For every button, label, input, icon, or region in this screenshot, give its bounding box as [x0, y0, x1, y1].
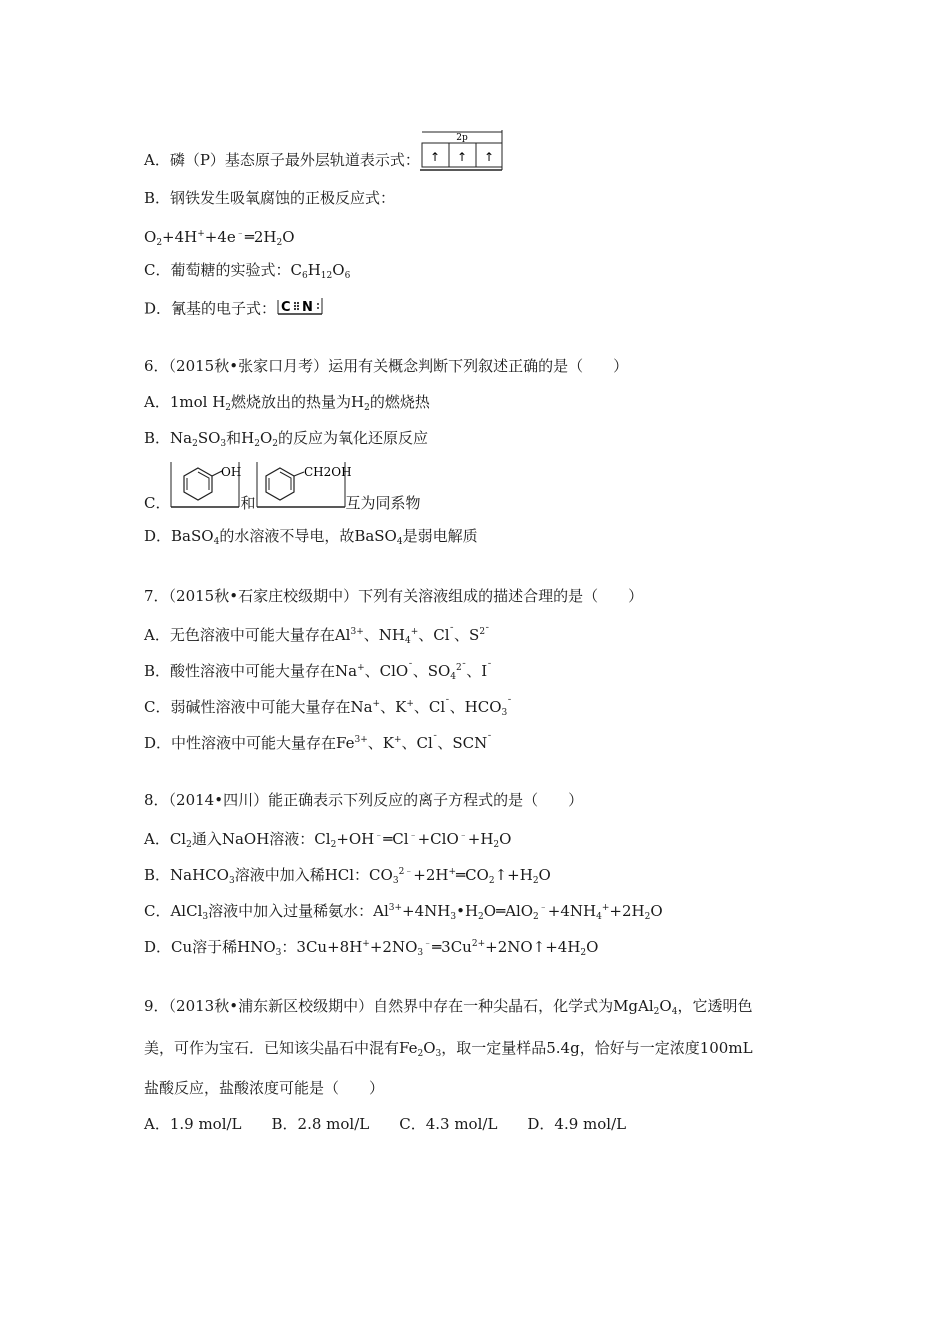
- t: +2NO↑+4H: [485, 938, 581, 956]
- t: 、S: [454, 626, 480, 644]
- eq-sup: ﹣: [235, 229, 245, 239]
- t: O: [650, 902, 663, 920]
- q8-option-a: [144, 826, 511, 855]
- sup: ﹣: [408, 831, 418, 841]
- t: ：3Cu+8H: [281, 938, 363, 956]
- sub: 4: [213, 537, 220, 547]
- t: O: [538, 866, 551, 884]
- t: ═Cl: [383, 830, 409, 848]
- q8-option-d: [144, 934, 598, 963]
- t: 互为同系物: [345, 494, 421, 512]
- sub: 3: [392, 876, 399, 886]
- q8-option-b: [144, 862, 551, 891]
- svg-text:C: C: [281, 300, 291, 315]
- sup: 2﹣: [398, 867, 414, 877]
- q6-stem: 6．（2015秋•张家口月考）运用有关概念判断下列叙述正确的是（ ）: [144, 357, 629, 375]
- t: A．1mol H: [144, 393, 226, 411]
- sup: ﹣: [538, 903, 548, 913]
- sub: 3: [220, 439, 227, 449]
- t: 和: [240, 494, 256, 512]
- t: 是弱电解质: [402, 527, 478, 545]
- t: +H: [467, 830, 494, 848]
- c-sub: 12: [320, 271, 333, 281]
- sub: 4: [671, 1007, 678, 1017]
- q5-option-b: B．钢铁发生吸氧腐蚀的正极反应式：: [144, 189, 396, 207]
- phenol-oh-label: OH: [221, 465, 242, 479]
- sup: +: [448, 867, 457, 877]
- t: B．酸性溶液中可能大量存在Na: [144, 662, 358, 680]
- sup: +: [362, 939, 370, 949]
- t: B．Na: [144, 429, 193, 447]
- sub: 2: [493, 840, 500, 850]
- c-text: O: [332, 261, 345, 279]
- t: 、SCN: [437, 734, 488, 752]
- eq-sub: 2: [156, 238, 163, 248]
- q5-option-d: [144, 296, 324, 323]
- sub: 2: [254, 439, 260, 449]
- q8-stem: 8．（2014•四川）能正确表示下列反应的离子方程式的是（ ）: [144, 791, 584, 809]
- q6-option-c: [144, 462, 421, 526]
- q9-stem-line-3: 盐酸反应，盐酸浓度可能是（ ）: [144, 1079, 385, 1097]
- t: 9．（2013秋•浦东新区校级期中）自然界中存在一种尖晶石，化学式为MgAl: [144, 997, 654, 1015]
- orbital-diagram: [420, 130, 504, 170]
- phenol-figure: [170, 462, 240, 508]
- t: O: [499, 830, 512, 848]
- sub: 2: [225, 403, 232, 413]
- sub: 3: [435, 1049, 442, 1059]
- sup: +: [394, 735, 402, 745]
- sub: 4: [396, 537, 403, 547]
- q7-stem: 7．（2015秋•石家庄校级期中）下列有关溶液组成的描述合理的是（ ）: [144, 587, 644, 605]
- c-text: H: [307, 261, 321, 279]
- sub: 2: [364, 403, 370, 413]
- t: A．无色溶液中可能大量存在Al: [144, 626, 351, 644]
- t: +4NH: [402, 902, 451, 920]
- sub: 2: [417, 1049, 424, 1059]
- t: 和H: [226, 429, 255, 447]
- sub: 2: [532, 876, 539, 886]
- eq-part: +4e: [204, 228, 236, 246]
- q5-option-a-text: A．磷（P）基态原子最外层轨道表示式：: [144, 151, 420, 169]
- eq-sub: 2: [276, 238, 283, 248]
- t: ↑+H: [494, 866, 533, 884]
- sup: ¯: [507, 699, 512, 709]
- t: C．AlCl: [144, 902, 203, 920]
- t: 燃烧放出的热量为H: [231, 393, 365, 411]
- sup: ﹣: [458, 831, 468, 841]
- t: 美，可作为宝石．已知该尖晶石中混有Fe: [144, 1039, 418, 1057]
- sub: 2: [644, 912, 651, 922]
- t: O: [586, 938, 599, 956]
- orbital-arrow-2: ↑: [456, 150, 467, 164]
- t: 通入NaOH溶液：Cl: [191, 830, 331, 848]
- t: C．: [144, 494, 171, 512]
- q7-option-c: [144, 694, 512, 723]
- d-text: D．氰基的电子式：: [144, 299, 277, 318]
- t: ，它透明色: [677, 997, 753, 1015]
- t: 的燃烧热: [369, 393, 430, 411]
- sup: 2¯: [479, 627, 490, 637]
- sub: 2: [478, 912, 484, 922]
- c-sub: 6: [301, 271, 308, 281]
- sub: 4: [450, 672, 457, 682]
- q9-stem-line-2: [144, 1038, 753, 1064]
- t: 、ClO: [364, 662, 409, 680]
- t: 溶液中加入过量稀氨水：Al: [208, 902, 389, 920]
- t: +OH: [336, 830, 375, 848]
- sup: ﹣: [423, 939, 433, 949]
- sup: ¯: [487, 663, 492, 673]
- sup: ¯: [432, 735, 438, 745]
- sup: ¯: [449, 627, 455, 637]
- benzyl-alcohol-figure: [256, 462, 352, 508]
- q7-option-d: [144, 730, 492, 753]
- sup: ¯: [408, 663, 413, 673]
- t: +ClO: [417, 830, 459, 848]
- t: ，取一定量样品5.4g，恰好与一定浓度100mL: [441, 1039, 753, 1057]
- t: 溶液中加入稀HCl：CO: [234, 866, 393, 884]
- q7-option-a: [144, 622, 490, 651]
- q5-option-c: [144, 260, 350, 286]
- orbital-box-figure: [420, 130, 504, 174]
- q6-option-d: [144, 526, 478, 552]
- q5-option-a: [144, 133, 504, 170]
- c-text: C．葡萄糖的实验式：C: [144, 261, 302, 279]
- q7-option-b: [144, 658, 492, 687]
- t: D．Cu溶于稀HNO: [144, 938, 276, 956]
- sup: 2+: [471, 939, 486, 949]
- sub: 2: [272, 439, 279, 449]
- eq-part: O: [144, 228, 157, 246]
- sub: 3: [275, 948, 282, 958]
- t: C．弱碱性溶液中可能大量存在Na: [144, 698, 373, 716]
- eq-part: O: [282, 228, 295, 246]
- t: ═CO: [456, 866, 489, 884]
- sub: 3: [417, 948, 424, 958]
- q9-stem-line-1: [144, 996, 752, 1022]
- cyano-electron-formula: [276, 296, 324, 323]
- t: 、Cl: [418, 626, 450, 644]
- sup: 2¯: [456, 663, 467, 673]
- sub: 2: [533, 912, 539, 922]
- t: 、K: [367, 734, 394, 752]
- t: D．BaSO: [144, 527, 214, 545]
- t: A．Cl: [144, 830, 187, 848]
- sub: 2: [580, 948, 587, 958]
- t: O: [659, 997, 672, 1015]
- svg-text:N: N: [302, 300, 313, 315]
- sub: 3: [450, 912, 457, 922]
- t: 、SO: [412, 662, 451, 680]
- q9-options: A．1.9 mol/L B．2.8 mol/L C．4.3 mol/L D．4.9 mol/L: [144, 1115, 627, 1133]
- t: 、HCO: [449, 698, 502, 716]
- sub: 2: [186, 840, 192, 850]
- t: +2H: [609, 902, 645, 920]
- sub: 3: [228, 876, 235, 886]
- sup: +: [410, 627, 419, 637]
- t: 、Cl: [413, 698, 446, 716]
- t: 、K: [380, 698, 407, 716]
- t: O═AlO: [483, 902, 534, 920]
- sub: 2: [488, 876, 495, 886]
- t: SO: [197, 429, 221, 447]
- q6-option-b: [144, 428, 428, 454]
- sub: 3: [501, 708, 508, 718]
- sub: 2: [653, 1007, 660, 1017]
- t: B．NaHCO: [144, 866, 229, 884]
- sub: 2: [192, 439, 198, 449]
- sup: ¯: [487, 735, 492, 745]
- sup: +: [357, 663, 365, 673]
- t: +2NO: [369, 938, 418, 956]
- sup: 3+: [388, 903, 403, 913]
- sup: ﹣: [374, 831, 384, 841]
- q8-option-c: [144, 898, 663, 927]
- sup: 3+: [354, 735, 368, 745]
- t: D．中性溶液中可能大量存在Fe: [144, 734, 355, 752]
- orbital-arrow-1: ↑: [429, 150, 440, 164]
- eq-part: ═2H: [244, 228, 277, 246]
- eq-sup: +: [197, 229, 205, 239]
- t: 的水溶液不导电，故BaSO: [219, 527, 397, 545]
- phenol-structure: [170, 462, 240, 526]
- q5-option-b-equation: [144, 224, 295, 253]
- sub: 4: [404, 636, 411, 646]
- benzyl-alcohol-structure: [256, 462, 352, 526]
- t: •H: [456, 902, 479, 920]
- eq-part: +4H: [162, 228, 198, 246]
- c-sub: 6: [344, 271, 351, 281]
- sub: 4: [596, 912, 602, 922]
- orbital-label: 2p: [456, 133, 468, 143]
- t: +2H: [413, 866, 449, 884]
- t: 、I: [466, 662, 488, 680]
- t: ═3Cu: [432, 938, 472, 956]
- cyano-figure: [276, 296, 324, 318]
- sup: +: [406, 699, 414, 709]
- sup: ¯: [445, 699, 450, 709]
- t: 、NH: [363, 626, 405, 644]
- sub: 3: [202, 912, 209, 922]
- sub: 2: [330, 840, 337, 850]
- t: 的反应为氧化还原反应: [278, 429, 429, 447]
- sup: +: [601, 903, 610, 913]
- t: 、Cl: [401, 734, 433, 752]
- orbital-arrow-3: ↑: [483, 150, 494, 164]
- t: O: [259, 429, 273, 447]
- sup: +: [372, 699, 381, 709]
- sup: 3+: [350, 627, 364, 637]
- t: O: [423, 1039, 436, 1057]
- ch2oh-label: CH2OH: [303, 465, 352, 479]
- q6-option-a: [144, 392, 430, 418]
- t: +4NH: [547, 902, 597, 920]
